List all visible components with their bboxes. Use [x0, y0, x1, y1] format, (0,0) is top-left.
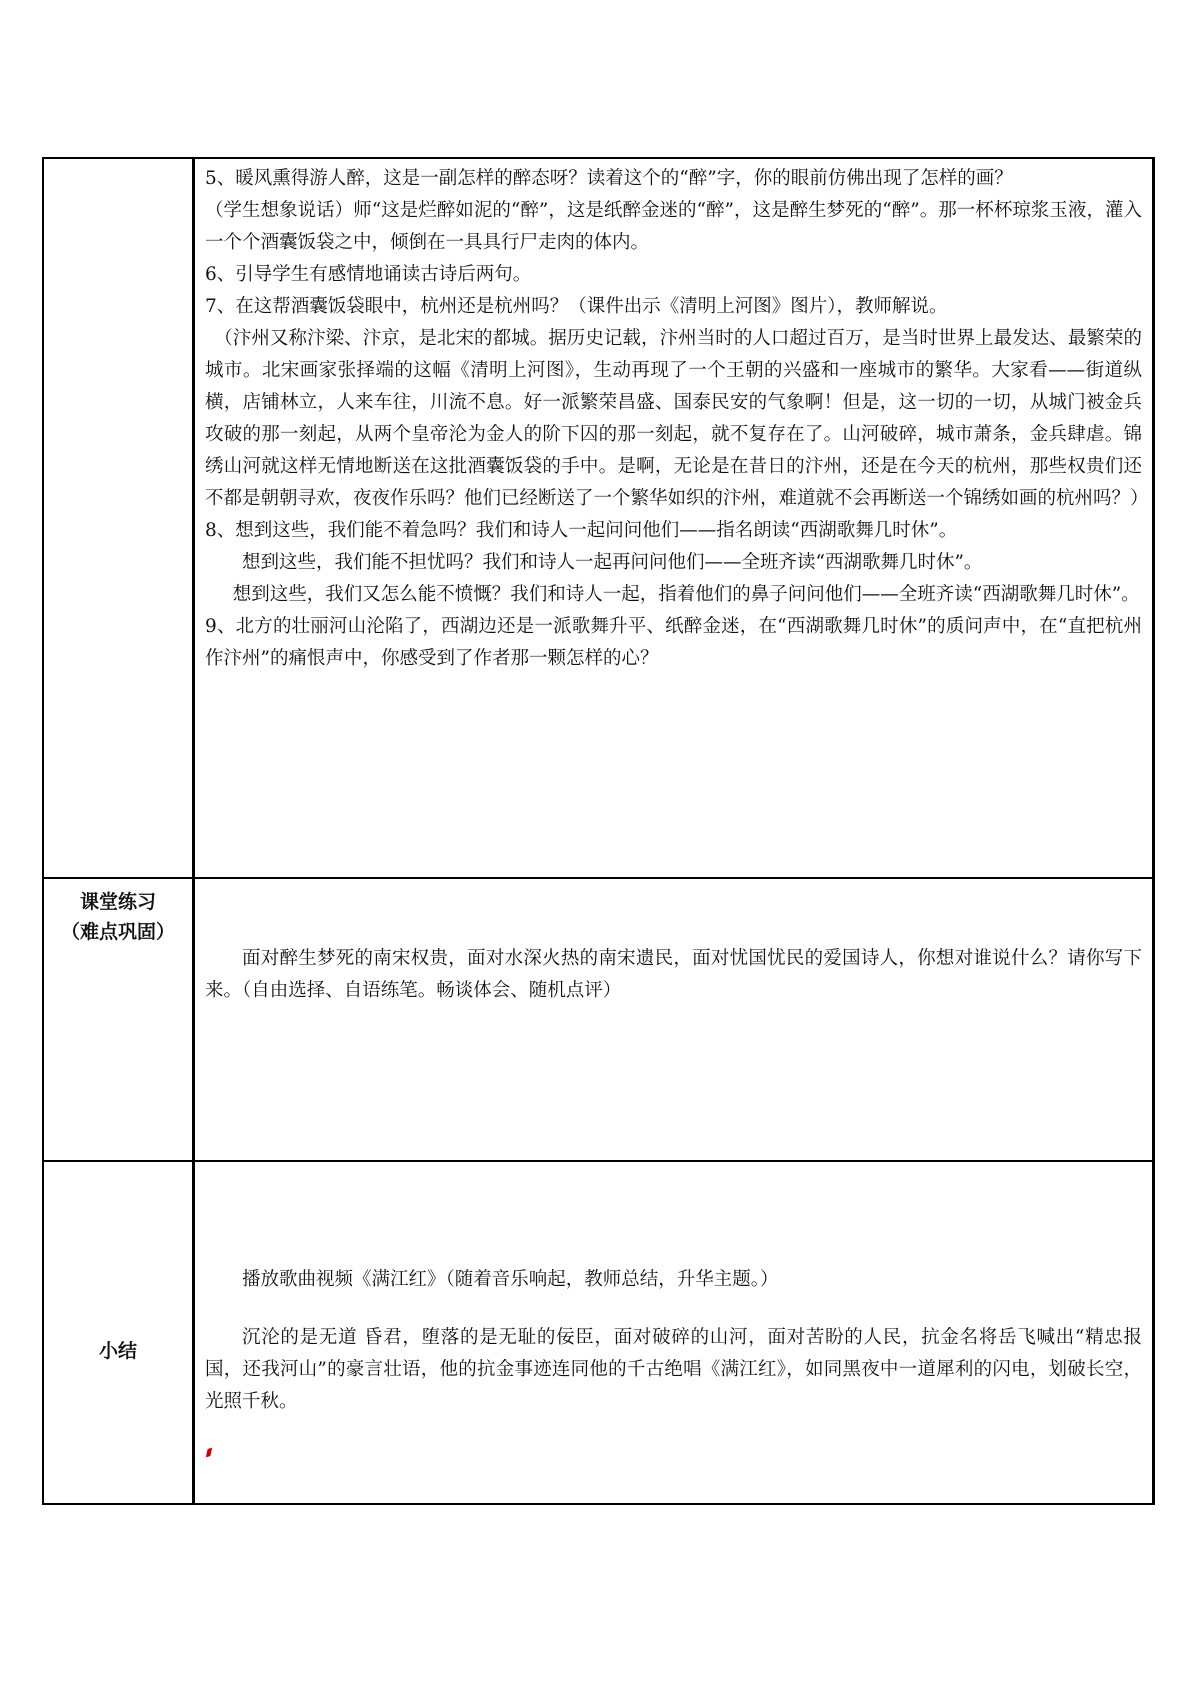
teaching-steps-content: [194, 158, 1154, 878]
row-label-cell-summary: [43, 1161, 194, 1504]
summary-label: 小结: [98, 1340, 137, 1362]
practice-label: 课堂练习: [79, 891, 156, 913]
paragraph-student-imagine: （学生想象说话）师“这是烂醉如泥的“醉”，这是纸醉金迷的“醉”，这是醉生梦死的“醉”。那一杯杯琼浆玉液，灌入一个个酒囊饭袋之中，倾倒在一具具行尸走肉的体内。: [205, 200, 1142, 253]
paragraph-step-6: 6、引导学生有感情地诵读古诗后两句。: [205, 264, 532, 285]
paragraph-summary: 沉沦的是无道 昏君，堕落的是无耻的佞臣，面对破碎的山河，面对苦盼的人民，抗金名将岳飞喊出“精忠报国，还我河山”的豪言壮语，他的抗金事迹连同他的千古绝唱《满江红》，如同黑夜中一道犀利的闪电，划破长空，光照千秋。: [205, 1327, 1142, 1412]
red-tick-mark: [206, 1448, 212, 1458]
paragraph-play-song: 播放歌曲视频《满江红》（随着音乐响起，教师总结，升华主题。）: [242, 1269, 779, 1290]
paragraph-bianzhou-explanation: （汴州又称汴梁、汴京，是北宋的都城。据历史记载，汴州当时的人口超过百万，是当时世界上最发达、最繁荣的城市。北宋画家张择端的这幅《清明上河图》，生动再现了一个王朝的兴盛和一座城市的繁华。大家看——街道纵横，店铺林立，人来车往，川流不息。好一派繁荣昌盛、国泰民安的气象啊！但是，这一切的一切，从城门被金兵攻破的那一刻起，从两个皇帝沦为金人的阶下囚的那一刻起，就不复存在了。山河破碎，城市萧条，金兵肆虐。锦绣山河就这样无情地断送在这批酒囊饭袋的手中。是啊，无论是在昔日的汴州，还是在今天的杭州，那些权贵们还不都是朝朝寻欢，夜夜作乐吗？他们已经断送了一个繁华如织的汴州，难道就不会再断送一个锦绣如画的杭州吗？）: [205, 328, 1149, 509]
paragraph-step-7: 7、在这帮酒囊饭袋眼中，杭州还是杭州吗？（课件出示《清明上河图》图片），教师解说。: [205, 296, 948, 317]
practice-sublabel: （难点巩固）: [60, 921, 175, 943]
row-label-cell-practice: [43, 878, 194, 1161]
practice-content: [194, 878, 1154, 1161]
row-label-cell: [43, 158, 194, 878]
table-row-teaching-steps: [43, 158, 1154, 878]
paragraph-step-9: 9、北方的壮丽河山沦陷了，西湖边还是一派歌舞升平、纸醉金迷，在“西湖歌舞几时休”的质问声中，在“直把杭州作汴州”的痛恨声中，你感受到了作者那一颗怎样的心？: [205, 616, 1142, 669]
paragraph-practice-task: 面对醉生梦死的南宋权贵，面对水深火热的南宋遗民，面对忧国忧民的爱国诗人，你想对谁说什么？请你写下来。（自由选择、自语练笔。畅谈体会、随机点评）: [205, 948, 1142, 1001]
table-row-summary: [43, 1161, 1154, 1504]
table-row-practice: [43, 878, 1154, 1161]
paragraph-worry: 想到这些，我们能不担忧吗？我们和诗人一起再问问他们——全班齐读“西湖歌舞几时休”。: [242, 552, 983, 573]
paragraph-indignation: 想到这些，我们又怎么能不愤慨？我们和诗人一起，指着他们的鼻子问问他们——全班齐读“西湖歌舞几时休”。: [232, 584, 1140, 605]
paragraph-step-8: 8、想到这些，我们能不着急吗？我们和诗人一起问问他们——指名朗读“西湖歌舞几时休”。: [205, 520, 958, 541]
lesson-plan-table: [42, 157, 1155, 1505]
summary-content: [194, 1161, 1154, 1504]
paragraph-step-5: 5、暖风熏得游人醉，这是一副怎样的醉态呀？读着这个的“醉”字，你的眼前仿佛出现了怎样的画？: [205, 168, 1013, 189]
